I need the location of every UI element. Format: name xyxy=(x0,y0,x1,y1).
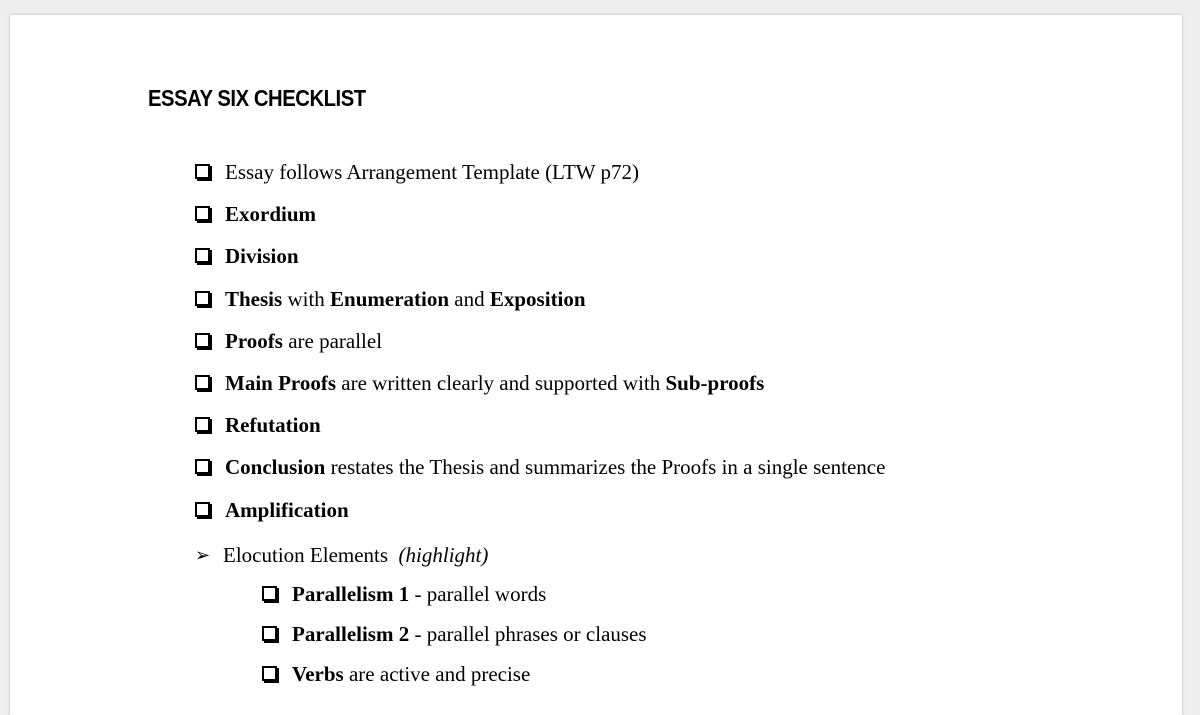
checkbox-icon[interactable] xyxy=(195,291,210,306)
elocution-subitem-text: Parallelism 2 - parallel phrases or clauses xyxy=(292,622,647,646)
checklist-item-5 xyxy=(195,371,764,396)
checkbox-icon[interactable] xyxy=(262,586,277,601)
checklist-item-text: Thesis with Enumeration and Exposition xyxy=(225,286,586,311)
checklist-item-text: Division xyxy=(225,244,299,269)
checklist-item-3 xyxy=(195,287,586,312)
checklist-item-text: Essay follows Arrangement Template (LTW p72) xyxy=(225,160,639,184)
checklist-item-text: Main Proofs are written clearly and supported with Sub-proofs xyxy=(225,371,765,395)
checklist-item-text: Conclusion restates the Thesis and summarizes the Proofs in a single sentence xyxy=(225,455,886,480)
elocution-subitem-1 xyxy=(262,622,647,647)
page-title: ESSAY SIX CHECKLIST xyxy=(148,85,366,111)
elocution-subitem-0 xyxy=(262,582,546,607)
document-page xyxy=(10,15,1182,715)
elocution-heading xyxy=(195,543,488,568)
checkbox-icon[interactable] xyxy=(195,206,210,221)
checklist-item-0 xyxy=(195,160,639,185)
checkbox-icon[interactable] xyxy=(195,164,210,179)
elocution-subitem-text: Verbs are active and precise xyxy=(292,662,531,686)
checklist-item-7 xyxy=(195,455,885,480)
elocution-note: (highlight) xyxy=(398,543,489,567)
checkbox-icon[interactable] xyxy=(195,375,210,390)
checklist-item-2 xyxy=(195,244,299,269)
checkbox-icon[interactable] xyxy=(195,459,210,474)
checkbox-icon[interactable] xyxy=(195,248,210,263)
elocution-label: Elocution Elements xyxy=(223,543,389,567)
arrow-bullet-icon: ➢ xyxy=(195,545,211,565)
checklist-item-text: Amplification xyxy=(225,497,349,522)
checkbox-icon[interactable] xyxy=(262,626,277,641)
checklist-item-text: Exordium xyxy=(225,202,317,227)
checklist-item-text: Proofs are parallel xyxy=(225,328,383,353)
checkbox-icon[interactable] xyxy=(195,333,210,348)
checklist-item-text: Refutation xyxy=(225,413,321,438)
checklist-item-4 xyxy=(195,329,382,354)
checklist-item-6 xyxy=(195,413,321,438)
checklist-item-1 xyxy=(195,202,316,227)
checkbox-icon[interactable] xyxy=(195,502,210,517)
elocution-subitem-text: Parallelism 1 - parallel words xyxy=(292,582,547,606)
checkbox-icon[interactable] xyxy=(195,417,210,432)
checkbox-icon[interactable] xyxy=(262,666,277,681)
checklist-item-8 xyxy=(195,498,349,523)
